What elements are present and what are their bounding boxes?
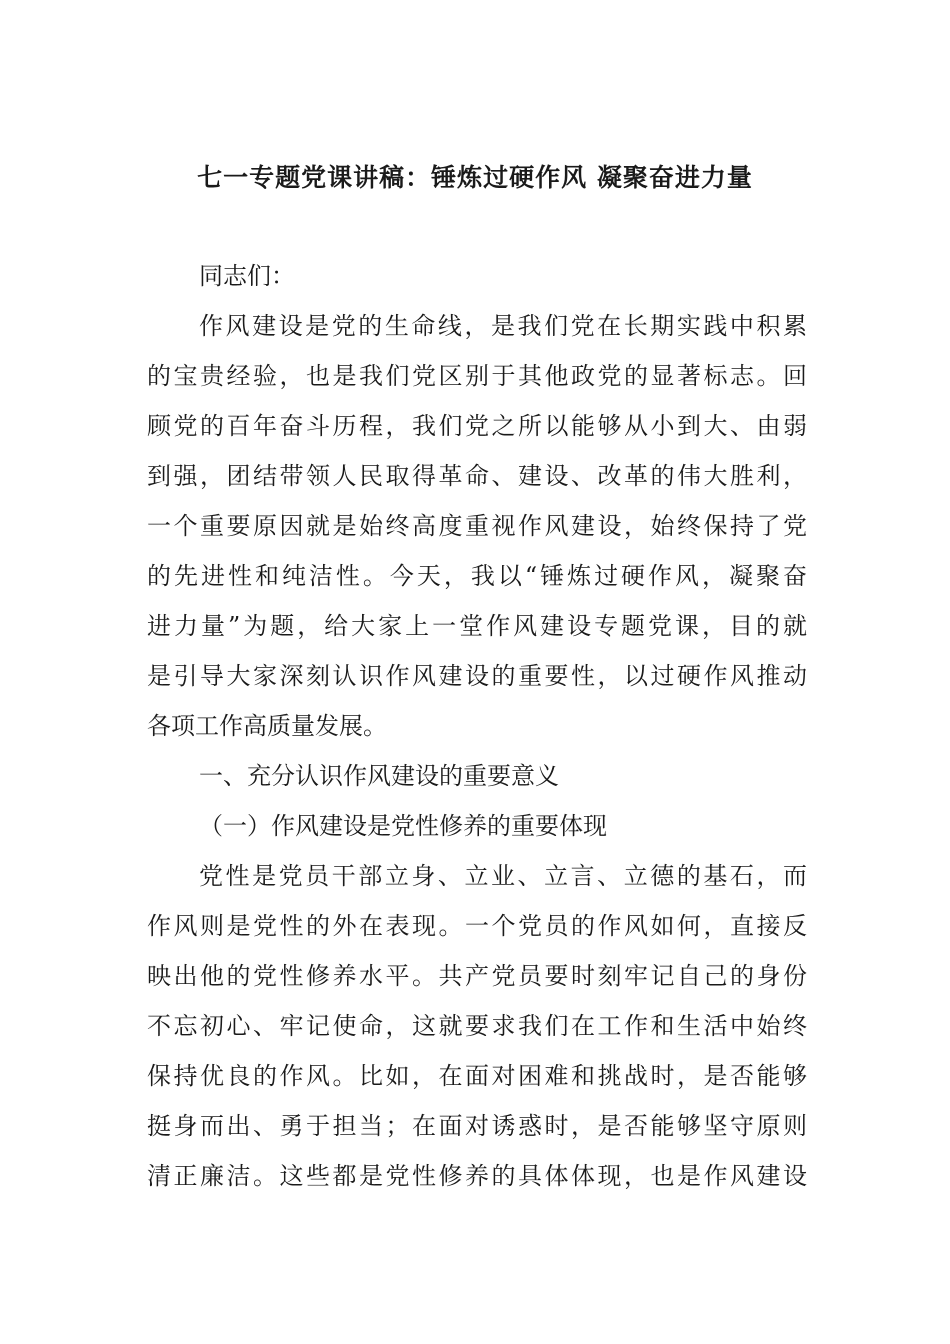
paragraph-line: 作风建设是党的生命线，是我们党在长期实践中积累	[199, 312, 807, 340]
paragraph-line: 各项工作高质量发展。	[147, 712, 387, 740]
salutation-line: 同志们：	[199, 262, 295, 290]
paragraph-line: 到强，团结带领人民取得革命、建设、改革的伟大胜利，	[147, 462, 807, 490]
paragraph-line: 的宝贵经验，也是我们党区别于其他政党的显著标志。回	[147, 362, 807, 390]
paragraph-line: 清正廉洁。这些都是党性修养的具体体现，也是作风建设	[147, 1162, 807, 1190]
document-title: 七一专题党课讲稿：锤炼过硬作风 凝聚奋进力量	[197, 163, 753, 192]
paragraph-line: 保持优良的作风。比如，在面对困难和挑战时，是否能够	[147, 1062, 807, 1090]
paragraph-line: 作风则是党性的外在表现。一个党员的作风如何，直接反	[147, 912, 807, 940]
paragraph-line: 映出他的党性修养水平。共产党员要时刻牢记自己的身份	[147, 962, 807, 990]
paragraph-line: 挺身而出、勇于担当；在面对诱惑时，是否能够坚守原则	[147, 1112, 807, 1140]
paragraph-line: 进力量”为题，给大家上一堂作风建设专题党课，目的就	[147, 612, 807, 640]
paragraph-line: 是引导大家深刻认识作风建设的重要性，以过硬作风推动	[147, 662, 807, 690]
paragraph-line: 不忘初心、牢记使命，这就要求我们在工作和生活中始终	[147, 1012, 807, 1040]
document-body	[147, 251, 807, 1201]
paragraph-line: 顾党的百年奋斗历程，我们党之所以能够从小到大、由弱	[147, 412, 807, 440]
paragraph-line: 一个重要原因就是始终高度重视作风建设，始终保持了党	[147, 512, 807, 540]
subsection-heading: （一）作风建设是党性修养的重要体现	[199, 812, 607, 840]
section-heading: 一、充分认识作风建设的重要意义	[199, 762, 559, 790]
paragraph-line: 的先进性和纯洁性。今天，我以“锤炼过硬作风，凝聚奋	[147, 562, 807, 590]
paragraph-line: 党性是党员干部立身、立业、立言、立德的基石，而	[199, 862, 807, 890]
